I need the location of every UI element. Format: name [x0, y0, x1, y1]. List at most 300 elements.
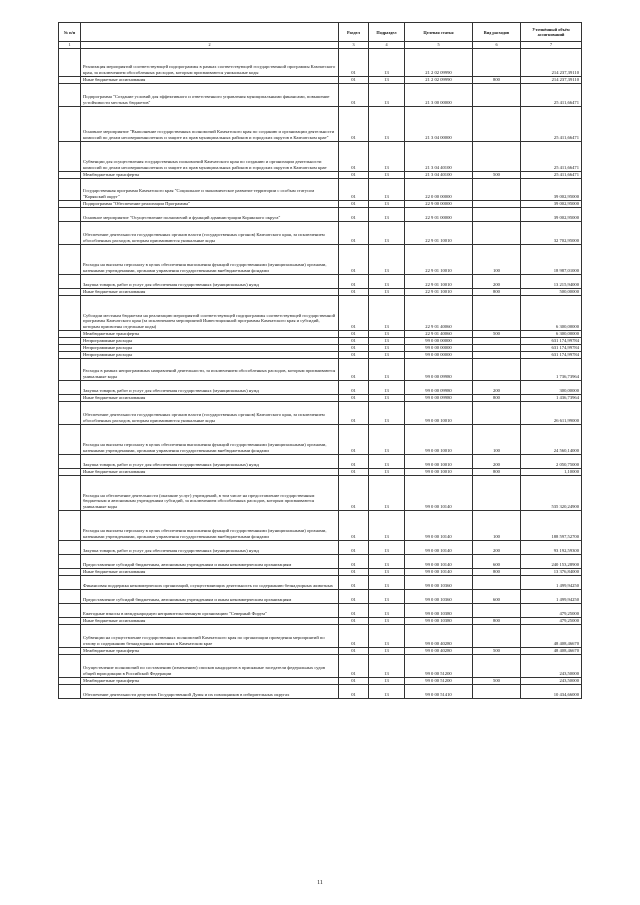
row-sum-cell: 479,25000 — [521, 603, 582, 617]
table-row — [59, 337, 582, 344]
row-podrazdel-cell: 13 — [369, 244, 405, 274]
row-csr-cell: 22 9 01 00000 — [405, 207, 473, 221]
row-csr-cell: 22 9 00 00000 — [405, 200, 473, 207]
row-sum-cell: 32 702,95000 — [521, 221, 582, 244]
row-podrazdel-cell: 13 — [369, 358, 405, 380]
row-name-cell: Подпрограмма "Обеспечение реализации Программы" — [81, 200, 339, 207]
row-razdel-cell: 01 — [339, 540, 369, 554]
row-vr-cell: 200 — [473, 454, 521, 468]
row-razdel-cell: 01 — [339, 589, 369, 603]
index-cell: 1 — [59, 42, 81, 49]
row-name-cell: Предоставление субсидий бюджетным, автономным учреждениям и иным некоммерческим организациям — [81, 554, 339, 568]
row-razdel-cell: 01 — [339, 288, 369, 295]
row-csr-cell: 99 0 00 51200 — [405, 677, 473, 684]
row-vr-cell: 800 — [473, 288, 521, 295]
row-razdel-cell: 01 — [339, 106, 369, 141]
table-row — [59, 106, 582, 141]
table-row — [59, 171, 582, 178]
row-csr-cell: 99 0 00 10140 — [405, 475, 473, 510]
row-number-cell — [59, 106, 81, 141]
row-number-cell — [59, 647, 81, 654]
table-row — [59, 510, 582, 540]
table-row — [59, 221, 582, 244]
row-name-cell: Финансовая поддержка некоммерческих организаций, осуществляющих деятельность по содержанию безнадзорных животных — [81, 575, 339, 589]
row-sum-cell: 631 174,99784 — [521, 351, 582, 358]
table-row — [59, 424, 582, 454]
row-csr-cell: 99 0 00 09980 — [405, 358, 473, 380]
row-vr-cell: 800 — [473, 568, 521, 575]
row-razdel-cell: 01 — [339, 380, 369, 394]
row-razdel-cell: 01 — [339, 171, 369, 178]
row-csr-cell: 22 0 00 00000 — [405, 178, 473, 200]
row-razdel-cell: 01 — [339, 344, 369, 351]
table-row — [59, 454, 582, 468]
row-razdel-cell: 01 — [339, 424, 369, 454]
row-razdel-cell: 01 — [339, 454, 369, 468]
row-name-cell: Иные бюджетные ассигнования — [81, 568, 339, 575]
row-number-cell — [59, 351, 81, 358]
row-csr-cell: 99 0 00 10140 — [405, 510, 473, 540]
row-sum-cell: 214 237,39110 — [521, 76, 582, 83]
index-cell: 5 — [405, 42, 473, 49]
row-sum-cell: 39 002,95000 — [521, 207, 582, 221]
row-sum-cell: 240 153,28900 — [521, 554, 582, 568]
row-csr-cell: 21 2 02 09990 — [405, 48, 473, 76]
row-podrazdel-cell: 13 — [369, 394, 405, 401]
row-number-cell — [59, 677, 81, 684]
row-sum-cell: 39 002,95000 — [521, 200, 582, 207]
row-podrazdel-cell: 13 — [369, 207, 405, 221]
header-number: № п/п — [59, 23, 81, 42]
row-name-cell: Государственная программа Камчатского края "Социальное и экономическое развитие территории с особым статусом "Корякский округ" — [81, 178, 339, 200]
row-razdel-cell: 01 — [339, 603, 369, 617]
row-razdel-cell: 01 — [339, 141, 369, 171]
row-number-cell — [59, 394, 81, 401]
table-row — [59, 401, 582, 424]
row-name-cell: Обеспечение деятельности государственных органов власти (государственных органов) Камчатского края, за исключением обособленных расходов, которым присваиваются уникальные коды — [81, 221, 339, 244]
row-name-cell: Иные бюджетные ассигнования — [81, 76, 339, 83]
row-name-cell: Основное мероприятие "Выполнение государственных полномочий Камчатского края по созданию и организации деятельности комиссий по делам несовершеннолетних и защите их прав муниципальных районов и городских округов в Камчатском крае" — [81, 106, 339, 141]
row-vr-cell — [473, 654, 521, 677]
row-razdel-cell: 01 — [339, 244, 369, 274]
row-name-cell: Иные бюджетные ассигнования — [81, 468, 339, 475]
row-csr-cell: 99 0 00 40280 — [405, 624, 473, 647]
row-podrazdel-cell: 13 — [369, 575, 405, 589]
row-number-cell — [59, 589, 81, 603]
row-vr-cell: 100 — [473, 424, 521, 454]
row-podrazdel-cell: 13 — [369, 468, 405, 475]
table-row — [59, 200, 582, 207]
row-name-cell: Субвенции на осуществление государственных полномочий Камчатского края по организации проведения мероприятий по отлову и содержанию безнадзорных животных в Камчатском крае — [81, 624, 339, 647]
row-name-cell: Основное мероприятие "Осуществление полномочий и функций администрации Корякского округа" — [81, 207, 339, 221]
row-number-cell — [59, 510, 81, 540]
table-row — [59, 554, 582, 568]
row-sum-cell: 48 408,46670 — [521, 647, 582, 654]
row-vr-cell — [473, 344, 521, 351]
row-vr-cell: 100 — [473, 510, 521, 540]
row-razdel-cell: 01 — [339, 568, 369, 575]
row-razdel-cell: 01 — [339, 207, 369, 221]
row-name-cell: Расходы на выплаты персоналу в целях обеспечения выполнения функций государственными (муниципальными) органами, казенными учреждениями, органами управления государственными внебюджетными фондами — [81, 424, 339, 454]
row-number-cell — [59, 624, 81, 647]
row-number-cell — [59, 617, 81, 624]
row-razdel-cell: 01 — [339, 647, 369, 654]
row-csr-cell: 21 3 04 40100 — [405, 141, 473, 171]
table-row — [59, 654, 582, 677]
row-razdel-cell: 01 — [339, 575, 369, 589]
table-row — [59, 351, 582, 358]
row-sum-cell: 18 987,01000 — [521, 244, 582, 274]
row-razdel-cell: 01 — [339, 200, 369, 207]
row-number-cell — [59, 468, 81, 475]
row-vr-cell — [473, 178, 521, 200]
header-row — [59, 23, 582, 42]
row-sum-cell: 631 174,99784 — [521, 344, 582, 351]
row-sum-cell: 631 174,99784 — [521, 337, 582, 344]
row-razdel-cell: 01 — [339, 221, 369, 244]
row-sum-cell: 500,00000 — [521, 288, 582, 295]
row-podrazdel-cell: 13 — [369, 200, 405, 207]
table-row — [59, 540, 582, 554]
row-podrazdel-cell: 13 — [369, 76, 405, 83]
row-csr-cell: 99 0 00 51200 — [405, 654, 473, 677]
row-podrazdel-cell: 13 — [369, 171, 405, 178]
row-podrazdel-cell: 13 — [369, 454, 405, 468]
row-vr-cell: 800 — [473, 76, 521, 83]
row-sum-cell: 1 499,94250 — [521, 575, 582, 589]
row-podrazdel-cell: 13 — [369, 603, 405, 617]
row-vr-cell — [473, 401, 521, 424]
row-csr-cell: 99 0 00 09980 — [405, 380, 473, 394]
row-razdel-cell: 01 — [339, 677, 369, 684]
row-number-cell — [59, 295, 81, 330]
table-row — [59, 244, 582, 274]
row-razdel-cell: 01 — [339, 351, 369, 358]
row-vr-cell — [473, 141, 521, 171]
row-name-cell: Непрограммные расходы — [81, 344, 339, 351]
row-vr-cell: 800 — [473, 468, 521, 475]
row-podrazdel-cell: 13 — [369, 554, 405, 568]
table-row — [59, 48, 582, 76]
row-vr-cell — [473, 475, 521, 510]
table-row — [59, 394, 582, 401]
page-number: 11 — [317, 880, 323, 886]
row-sum-cell: 1 436,73964 — [521, 394, 582, 401]
index-cell: 6 — [473, 42, 521, 49]
row-csr-cell: 22 9 01 10010 — [405, 244, 473, 274]
row-vr-cell — [473, 106, 521, 141]
row-vr-cell — [473, 624, 521, 647]
row-number-cell — [59, 654, 81, 677]
row-name-cell: Расходы в рамках непрограммных направлений деятельности, за исключением обособленных расходов, которым присваиваются уникальные коды — [81, 358, 339, 380]
row-sum-cell: 48 408,46670 — [521, 624, 582, 647]
row-sum-cell: 6 300,00000 — [521, 330, 582, 337]
row-podrazdel-cell: 13 — [369, 568, 405, 575]
row-csr-cell: 99 0 00 10360 — [405, 575, 473, 589]
row-vr-cell: 500 — [473, 677, 521, 684]
row-podrazdel-cell: 13 — [369, 401, 405, 424]
table-row — [59, 617, 582, 624]
index-cell: 3 — [339, 42, 369, 49]
row-vr-cell: 500 — [473, 171, 521, 178]
row-vr-cell: 600 — [473, 554, 521, 568]
row-vr-cell — [473, 575, 521, 589]
row-csr-cell: 21 3 04 40100 — [405, 171, 473, 178]
row-number-cell — [59, 221, 81, 244]
index-cell: 4 — [369, 42, 405, 49]
row-sum-cell: 10 434,66000 — [521, 684, 582, 698]
table-row — [59, 380, 582, 394]
row-csr-cell: 21 3 04 00000 — [405, 106, 473, 141]
row-sum-cell: 13 215,94000 — [521, 274, 582, 288]
row-podrazdel-cell: 13 — [369, 221, 405, 244]
row-number-cell — [59, 48, 81, 76]
row-number-cell — [59, 568, 81, 575]
row-name-cell: Расходы на выплаты персоналу в целях обеспечения выполнения функций государственными (муниципальными) органами, казенными учреждениями, органами управления государственными внебюджетными фондами — [81, 510, 339, 540]
table-row — [59, 141, 582, 171]
table-row — [59, 295, 582, 330]
table-row — [59, 274, 582, 288]
row-csr-cell: 22 9 01 40060 — [405, 295, 473, 330]
row-podrazdel-cell: 13 — [369, 677, 405, 684]
row-csr-cell: 99 0 00 10380 — [405, 617, 473, 624]
row-sum-cell: 300,00000 — [521, 380, 582, 394]
table-row — [59, 475, 582, 510]
row-number-cell — [59, 244, 81, 274]
row-number-cell — [59, 288, 81, 295]
header-razdel: Раздел — [339, 23, 369, 42]
row-number-cell — [59, 83, 81, 106]
header-name — [81, 23, 339, 42]
row-number-cell — [59, 380, 81, 394]
row-csr-cell: 99 0 00 00000 — [405, 351, 473, 358]
row-name-cell: Обеспечение деятельности депутатов Государственной Думы и их помощников в избирательных округах — [81, 684, 339, 698]
row-razdel-cell: 01 — [339, 684, 369, 698]
row-name-cell: Непрограммные расходы — [81, 337, 339, 344]
row-sum-cell: 25 411,66471 — [521, 106, 582, 141]
row-csr-cell: 99 0 00 10380 — [405, 603, 473, 617]
table-row — [59, 624, 582, 647]
table-row — [59, 568, 582, 575]
table-row — [59, 178, 582, 200]
table-row — [59, 677, 582, 684]
row-podrazdel-cell: 13 — [369, 351, 405, 358]
row-csr-cell: 21 3 00 00000 — [405, 83, 473, 106]
row-podrazdel-cell: 13 — [369, 337, 405, 344]
row-podrazdel-cell: 13 — [369, 424, 405, 454]
row-csr-cell: 22 9 01 10010 — [405, 274, 473, 288]
row-csr-cell: 99 0 00 00000 — [405, 337, 473, 344]
row-csr-cell: 99 0 00 10140 — [405, 568, 473, 575]
header-vr: Вид расходов — [473, 23, 521, 42]
row-number-cell — [59, 603, 81, 617]
row-csr-cell: 99 0 00 10360 — [405, 589, 473, 603]
row-razdel-cell: 01 — [339, 624, 369, 647]
row-vr-cell: 800 — [473, 617, 521, 624]
row-razdel-cell: 01 — [339, 510, 369, 540]
table-row — [59, 589, 582, 603]
row-vr-cell — [473, 358, 521, 380]
row-podrazdel-cell: 13 — [369, 288, 405, 295]
row-vr-cell — [473, 337, 521, 344]
row-name-cell: Расходы на выплаты персоналу в целях обеспечения выполнения функций государственными (муниципальными) органами, казенными учреждениями, органами управления государственными внебюджетными фондами — [81, 244, 339, 274]
row-sum-cell: 39 002,95000 — [521, 178, 582, 200]
row-csr-cell: 99 0 00 40280 — [405, 647, 473, 654]
row-csr-cell: 99 0 00 10140 — [405, 554, 473, 568]
row-podrazdel-cell: 13 — [369, 83, 405, 106]
row-vr-cell — [473, 48, 521, 76]
row-name-cell: Подпрограмма "Создание условий для эффективного и ответственного управления муниципальными финансами, повышение устойчивости местных бюджетов" — [81, 83, 339, 106]
row-csr-cell: 99 0 00 51410 — [405, 684, 473, 698]
row-podrazdel-cell: 13 — [369, 624, 405, 647]
table-row — [59, 344, 582, 351]
row-razdel-cell: 01 — [339, 274, 369, 288]
row-sum-cell: 24 560,14000 — [521, 424, 582, 454]
row-csr-cell: 99 0 00 09980 — [405, 394, 473, 401]
row-podrazdel-cell: 13 — [369, 647, 405, 654]
row-name-cell: Субвенции для осуществления государственных полномочий Камчатского края по созданию и организации деятельности комиссий по делам несовершеннолетних и защите их прав муниципальных районов и городских округов в Камчатском крае — [81, 141, 339, 171]
row-podrazdel-cell: 13 — [369, 48, 405, 76]
row-name-cell: Межбюджетные трансферты — [81, 330, 339, 337]
row-sum-cell: 479,25000 — [521, 617, 582, 624]
row-sum-cell: 1 499,94250 — [521, 589, 582, 603]
row-razdel-cell: 01 — [339, 654, 369, 677]
table-row — [59, 575, 582, 589]
row-number-cell — [59, 200, 81, 207]
row-vr-cell — [473, 83, 521, 106]
row-vr-cell — [473, 207, 521, 221]
row-number-cell — [59, 475, 81, 510]
row-sum-cell: 243,50000 — [521, 654, 582, 677]
row-csr-cell: 22 9 01 40060 — [405, 330, 473, 337]
row-podrazdel-cell: 13 — [369, 141, 405, 171]
row-vr-cell: 200 — [473, 380, 521, 394]
column-index-row — [59, 42, 582, 49]
row-name-cell: Обеспечение деятельности государственных органов власти (государственных органов) Камчатского края, за исключением обособленных расходов, которым присваиваются уникальные коды — [81, 401, 339, 424]
row-number-cell — [59, 540, 81, 554]
table-row — [59, 207, 582, 221]
row-number-cell — [59, 554, 81, 568]
row-name-cell: Осуществление полномочий по составлению (изменению) списков кандидатов в присяжные заседатели федеральных судов общей юрисдикции в Российской Федерации — [81, 654, 339, 677]
row-number-cell — [59, 274, 81, 288]
table-row — [59, 288, 582, 295]
row-razdel-cell: 01 — [339, 475, 369, 510]
row-razdel-cell: 01 — [339, 48, 369, 76]
row-podrazdel-cell: 13 — [369, 617, 405, 624]
row-number-cell — [59, 454, 81, 468]
row-vr-cell: 200 — [473, 274, 521, 288]
row-vr-cell — [473, 200, 521, 207]
row-podrazdel-cell: 13 — [369, 344, 405, 351]
row-podrazdel-cell: 13 — [369, 475, 405, 510]
row-sum-cell: 1 736,73964 — [521, 358, 582, 380]
row-name-cell: Субсидии местным бюджетам на реализацию мероприятий соответствующей подпрограммы соответствующей государственной программы Камчатского края (за исключением мероприятий Инвестиционной программы Камчатского края и субсидий, которым присвоены отдельные коды) — [81, 295, 339, 330]
row-number-cell — [59, 401, 81, 424]
row-name-cell: Межбюджетные трансферты — [81, 647, 339, 654]
row-vr-cell — [473, 221, 521, 244]
row-podrazdel-cell: 13 — [369, 274, 405, 288]
row-sum-cell: 6 300,00000 — [521, 295, 582, 330]
table-row — [59, 684, 582, 698]
table-body — [59, 48, 582, 698]
row-vr-cell: 800 — [473, 394, 521, 401]
row-number-cell — [59, 76, 81, 83]
row-razdel-cell: 01 — [339, 401, 369, 424]
row-razdel-cell: 01 — [339, 178, 369, 200]
row-sum-cell: 214 237,39110 — [521, 48, 582, 76]
row-podrazdel-cell: 13 — [369, 654, 405, 677]
row-number-cell — [59, 330, 81, 337]
index-cell: 2 — [81, 42, 339, 49]
row-podrazdel-cell: 13 — [369, 178, 405, 200]
row-name-cell: Закупка товаров, работ и услуг для обеспечения государственных (муниципальных) нужд — [81, 454, 339, 468]
row-name-cell: Закупка товаров, работ и услуг для обеспечения государственных (муниципальных) нужд — [81, 380, 339, 394]
row-razdel-cell: 01 — [339, 554, 369, 568]
row-razdel-cell: 01 — [339, 337, 369, 344]
row-podrazdel-cell: 13 — [369, 106, 405, 141]
table-row — [59, 603, 582, 617]
row-csr-cell: 22 9 01 10010 — [405, 288, 473, 295]
row-name-cell: Ежегодные взносы в международную неправительственную организацию "Северный Форум" — [81, 603, 339, 617]
table-row — [59, 330, 582, 337]
table-row — [59, 468, 582, 475]
row-podrazdel-cell: 13 — [369, 330, 405, 337]
row-vr-cell: 600 — [473, 589, 521, 603]
row-name-cell: Иные бюджетные ассигнования — [81, 288, 339, 295]
row-vr-cell — [473, 603, 521, 617]
row-sum-cell: 26 611,99000 — [521, 401, 582, 424]
header-csr: Целевая статья — [405, 23, 473, 42]
row-name-cell: Предоставление субсидий бюджетным, автономным учреждениям и иным некоммерческим организациям — [81, 589, 339, 603]
budget-table — [58, 22, 582, 699]
index-cell: 7 — [521, 42, 582, 49]
row-name-cell: Закупка товаров, работ и услуг для обеспечения государственных (муниципальных) нужд — [81, 540, 339, 554]
row-razdel-cell: 01 — [339, 295, 369, 330]
row-number-cell — [59, 207, 81, 221]
row-podrazdel-cell: 13 — [369, 510, 405, 540]
row-name-cell: Межбюджетные трансферты — [81, 171, 339, 178]
row-csr-cell: 99 0 00 10010 — [405, 454, 473, 468]
row-name-cell: Расходы на обеспечение деятельности (оказание услуг) учреждений, в том числе на предоставление государственным бюджетным и автономным учреждениям субсидий, за исключением обособленных расходов, которым присваиваются уникальные коды — [81, 475, 339, 510]
row-podrazdel-cell: 13 — [369, 684, 405, 698]
table-row — [59, 76, 582, 83]
row-vr-cell: 500 — [473, 330, 521, 337]
row-sum-cell: 188 597,52700 — [521, 510, 582, 540]
table-row — [59, 358, 582, 380]
row-sum-cell: 25 411,66471 — [521, 141, 582, 171]
row-name-cell: Реализация мероприятий соответствующей подпрограммы в рамках соответствующей государственной программы Камчатского края, за исключением обособленных расходов, которым присваиваются уникальные коды — [81, 48, 339, 76]
row-razdel-cell: 01 — [339, 76, 369, 83]
row-vr-cell: 500 — [473, 647, 521, 654]
table-row — [59, 647, 582, 654]
row-vr-cell: 100 — [473, 244, 521, 274]
row-razdel-cell: 01 — [339, 468, 369, 475]
row-razdel-cell: 01 — [339, 394, 369, 401]
row-csr-cell: 99 0 00 10010 — [405, 468, 473, 475]
row-csr-cell: 99 0 00 10010 — [405, 424, 473, 454]
row-vr-cell: 200 — [473, 540, 521, 554]
table-row — [59, 83, 582, 106]
row-csr-cell: 22 9 01 10010 — [405, 221, 473, 244]
row-number-cell — [59, 171, 81, 178]
header-sum: Уточнённый объём ассигнований — [521, 23, 582, 42]
row-name-cell: Непрограммные расходы — [81, 351, 339, 358]
row-sum-cell: 1,10000 — [521, 468, 582, 475]
row-sum-cell: 535 320,24900 — [521, 475, 582, 510]
row-razdel-cell: 01 — [339, 330, 369, 337]
budget-sheet — [58, 22, 581, 699]
row-razdel-cell: 01 — [339, 83, 369, 106]
